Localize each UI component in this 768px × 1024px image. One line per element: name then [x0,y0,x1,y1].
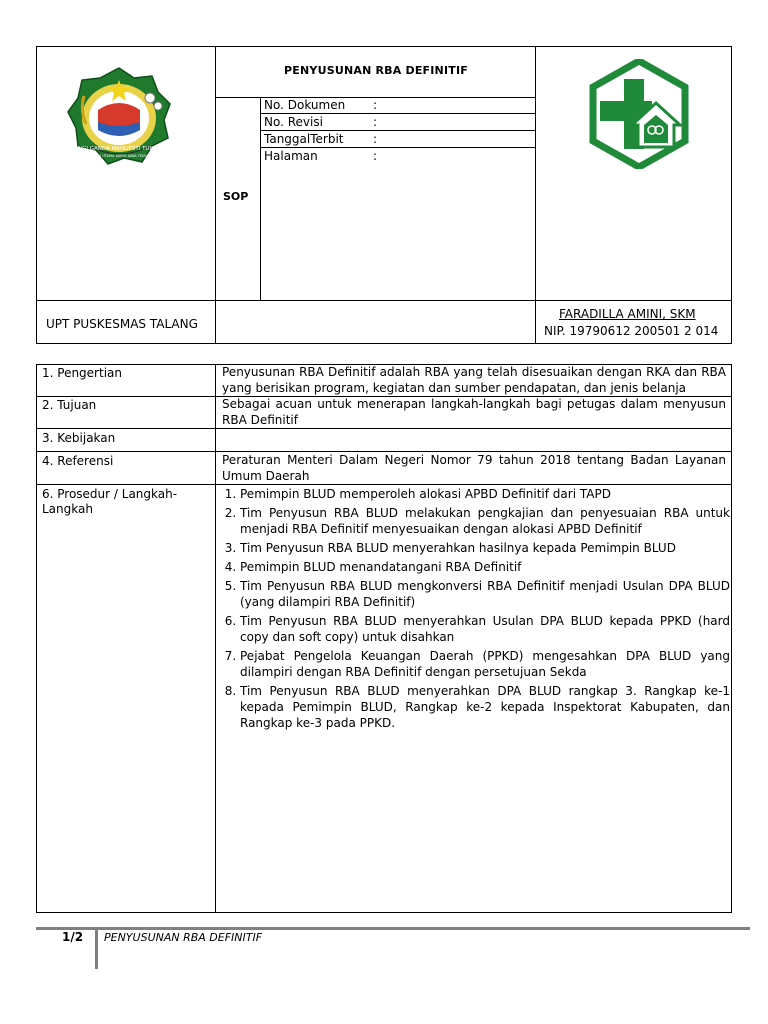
section-label-definition: 1. Pengertian [42,366,122,380]
meta-separator: : [373,149,378,163]
section-text-reference: Peraturan Menteri Dalam Negeri Nomor 79 tahun 2018 tentang Badan Layanan Umum Daerah [222,453,726,483]
procedure-steps [222,486,730,734]
section-text-purpose: Sebagai acuan untuk menerapan langkah-langkah bagi petugas dalam menyusun RBA Definitif [222,397,726,427]
header-divider [260,97,261,300]
section-label-policy: 3. Kebijakan [42,431,116,445]
procedure-step: 5. Tim Penyusun RBA BLUD mengkonversi RBA Definitif menjadi Usulan DPA BLUD (yang dilampiri RBA Definitif) [240,578,730,610]
unit-name: UPT PUSKESMAS TALANG [46,317,198,331]
regency-emblem-logo [64,66,174,166]
footer-divider [95,929,98,969]
header-divider [260,147,535,148]
meta-label-issue-date: TanggalTerbit [264,132,344,146]
procedure-step: 7. Pejabat Pengelola Keuangan Daerah (PPKD) mengesahkan DPA BLUD yang dilampiri dengan RBA Definitif dengan persetujuan Sekda [240,648,730,680]
table-divider [36,428,732,429]
table-divider [36,484,732,485]
meta-separator: : [373,98,378,112]
procedure-step: 2. Tim Penyusun RBA BLUD melakukan pengkajian dan penyesuaian RBA untuk menjadi RBA Definitif menyesuaikan dengan alokasi APBD Definitif [240,505,730,537]
table-divider [215,364,216,913]
puskesmas-logo [584,59,694,169]
meta-label-revision: No. Revisi [264,115,323,129]
meta-label-page: Halaman [264,149,318,163]
document-title: PENYUSUNAN RBA DEFINITIF [284,64,468,77]
header-divider [260,113,535,114]
header-divider [260,130,535,131]
section-label-purpose: 2. Tujuan [42,398,97,412]
footer-rule [36,927,750,930]
emblem-subtext: KOMEDO UTAMA KARYA JAWA TENGAH [85,154,153,158]
signer-nip: NIP. 19790612 200501 2 014 [544,324,719,338]
header-divider [36,300,732,301]
meta-separator: : [373,132,378,146]
procedure-step: 8. Tim Penyusun RBA BLUD menyerahkan DPA BLUD rangkap 3. Rangkap ke-1 kepada Pemimpin BLUD, Rangkap ke-2 kepada Inspektorat Kabupaten, dan Rangkap ke-3 pada PPKD. [240,683,730,731]
procedure-step: 6. Tim Penyusun RBA BLUD menyerahkan Usulan DPA BLUD kepada PPKD (hard copy dan soft copy) untuk disahkan [240,613,730,645]
procedure-step: 3. Tim Penyusun RBA BLUD menyerahkan hasilnya kepada Pemimpin BLUD [240,540,730,556]
signer-name: FARADILLA AMINI, SKM [559,307,696,321]
emblem-motto: WANGI GANDA MANGESTI TUNGGAL [69,146,169,152]
page-number: 1/2 [62,930,84,944]
section-label-procedure: 6. Prosedur / Langkah-Langkah [42,487,178,516]
meta-separator: : [373,115,378,129]
procedure-step: 4. Pemimpin BLUD menandatangani RBA Definitif [240,559,730,575]
procedure-step: 1. Pemimpin BLUD memperoleh alokasi APBD Definitif dari TAPD [240,486,730,502]
section-text-definition: Penyusunan RBA Definitif adalah RBA yang telah disesuaikan dengan RKA dan RBA yang berisikan program, kegiatan dan sumber pendapatan, dan jenis belanja [222,365,726,395]
sop-label: SOP [223,190,249,203]
meta-label-document-number: No. Dokumen [264,98,346,112]
section-label-reference: 4. Referensi [42,454,114,468]
footer-title: PENYUSUNAN RBA DEFINITIF [104,931,263,944]
